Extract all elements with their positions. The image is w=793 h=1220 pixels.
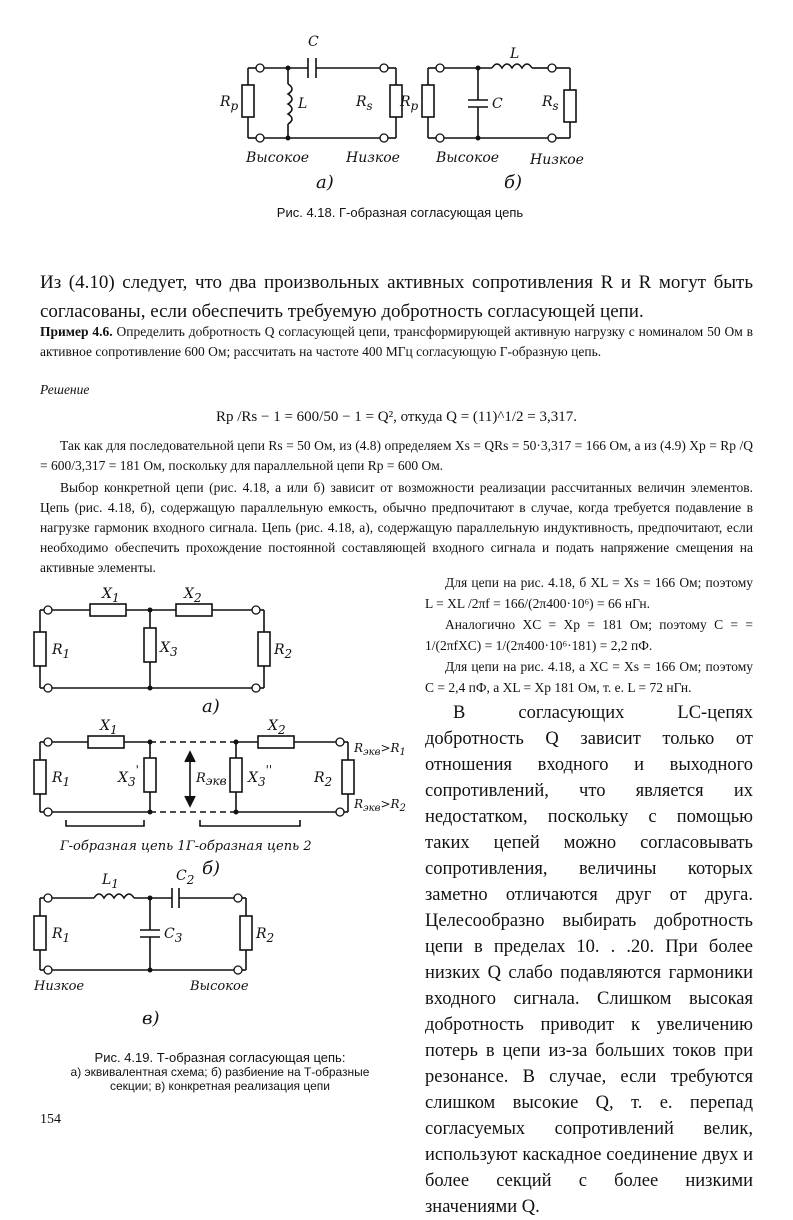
fig-4-18a-rp: Rp: [220, 94, 239, 113]
fig-4-19b-r1: R1: [52, 770, 71, 789]
fig-4-18b-rp: Rp: [400, 94, 419, 113]
solution-label: Решение: [40, 382, 90, 397]
fig-4-18a-rs: Rs: [356, 94, 373, 113]
paragraph-choice: Выбор конкретной цепи (рис. 4.18, а или б) зависит от возможности реализации рассчитанных величин элементов. Цепь (рис. 4.18, б), содержащую параллельную емкость, обычно предпочитают в случае, когда требуется подавление в нагрузке гармоник входного сигнала. Цепь (рис. 4.18, а), содержащую параллельную индуктивность, предпочитают, если необходимо обеспечить прохождение постоянной составляющей входного сигнала и подать напряжение смещения на активные элементы.: [40, 480, 753, 575]
fig-4-19c-r2: R2: [256, 926, 275, 945]
paragraph-reactances: Так как для последовательной цепи Rs = 50 Ом, из (4.8) определяем Xs = QRs = 50·3,317 = 166 Ом, а из (4.9) Xp = Rp /Q = 600/3,317 = 181 Ом, поскольку для параллельной цепи Rp = 600 Ом.: [40, 438, 753, 473]
fig-4-18b-low: Низкое: [530, 152, 584, 168]
fig-4-19c-c2: C2: [176, 868, 195, 887]
fig-4-18b-l: L: [510, 46, 520, 62]
fig-4-19a-letter: а): [202, 696, 220, 717]
right-column: [425, 572, 753, 1220]
fig-4-18a-c: C: [308, 34, 319, 50]
right-calc-3: Для цепи на рис. 4.18, а XC = Xs = 166 Ом; поэтому C = 2,4 пФ, а XL = Xp 181 Ом, т. е. L = 72 нГн.: [425, 659, 753, 695]
example-text: Определить добротность Q согласующей цепи, трансформирующей активную нагрузку с номиналом 50 Ом в активное сопротивление 600 Ом; рассчитать на частоте 400 МГц согласующую Г-образную цепь.: [40, 324, 754, 359]
fig-4-19b-circuit: [34, 736, 354, 826]
fig-4-19b-section1: Г-образная цепь 1: [60, 839, 186, 854]
figure-4-18: [200, 20, 600, 200]
fig-4-19b-section2: Г-образная цепь 2: [186, 839, 312, 854]
fig-4-19c-letter: в): [142, 1008, 160, 1029]
fig-4-18b-c: C: [492, 96, 503, 112]
fig-4-19b-r2: R2: [314, 770, 333, 789]
fig-4-18b-letter: б): [504, 172, 523, 193]
fig-4-18a-low: Низкое: [346, 150, 400, 166]
fig-4-19c-c3: C3: [164, 926, 183, 945]
fig-4-19-caption-line1: Рис. 4.19. Т-образная согласующая цепь:: [94, 1050, 346, 1065]
page-number: 154: [40, 1112, 61, 1127]
fig-4-19a-r1: R1: [52, 642, 71, 661]
fig-4-19a-x2: X2: [184, 586, 202, 605]
fig-4-19b-x3pp: X3'': [248, 763, 273, 789]
fig-4-18a-circuit: [242, 58, 402, 142]
fig-4-18-caption: Рис. 4.18. Г-образная согласующая цепь: [276, 205, 524, 220]
fig-4-19a-x1: X1: [102, 586, 120, 605]
figure-4-19: [30, 580, 410, 1040]
fig-4-19b-x1: X1: [100, 718, 118, 737]
fig-4-19b-req: Rэкв: [196, 771, 227, 788]
fig-4-19-caption-line2: а) эквивалентная схема; б) разбиение на Т-образные: [70, 1065, 370, 1079]
fig-4-19c-high: Высокое: [190, 979, 249, 994]
formula-q: Rp /Rs − 1 = 600/50 − 1 = Q², откуда Q = (11)^1/2 = 3,317.: [215, 409, 578, 425]
fig-4-18a-high: Высокое: [246, 150, 310, 166]
fig-4-19a-x3: X3: [160, 640, 178, 659]
fig-4-19c-low: Низкое: [34, 979, 85, 994]
example-title: Пример 4.6.: [40, 324, 113, 339]
fig-4-19a-r2: R2: [274, 642, 293, 661]
right-paragraph: В согласующих LC-цепях добротность Q зависит только от отношения входного и выходного сопротивлений, что является их недостатком, поскольку с помощью таких цепей можно согласовывать сопротивления, величины которых заметно отличаются друг от друга. Целесообразно выбирать добротность цепи в пределах 10. . .20. При более низких Q слабо подавляются гармоники входного сигнала. Слишком высокая добротность приводит к увеличению потерь в цепи из-за больших токов при резонансе. В случае, если требуются слишком высокие Q, т. е. перепад согласуемых сопротивлений велик, используют каскадное соединение двух и более секций с более низкими значениями Q.: [425, 703, 753, 1217]
fig-4-19c-r1: R1: [52, 926, 71, 945]
right-calc-2: Аналогично XC = Xp = 181 Ом; поэтому C = = 1/(2πfXC) = 1/(2π400·10⁶·181) = 2,2 пФ.: [425, 617, 753, 653]
fig-4-19b-req-gt-r2: $R_{экв}>R_2$: [354, 797, 406, 814]
fig-4-19c-l1: L1: [102, 872, 119, 891]
right-calc-1: Для цепи на рис. 4.18, б XL = Xs = 166 Ом; поэтому L = XL /2πf = 166/(2π400·10⁶) = 66 нГн.: [425, 575, 753, 611]
fig-4-19b-x3p: X3': [118, 763, 139, 789]
fig-4-18b-high: Высокое: [436, 150, 500, 166]
fig-4-19b-letter: б): [202, 858, 221, 879]
example-block: [40, 322, 753, 362]
fig-4-19-caption-line3: секции; в) конкретная реализация цепи: [109, 1079, 330, 1093]
fig-4-18a-letter: а): [316, 172, 334, 193]
fig-4-19-caption: [20, 1050, 420, 1093]
paragraph-intro: Из (4.10) следует, что два произвольных активных сопротивления R и R могут быть согласованы, если обеспечить требуемую добротность согласующей цепи.: [40, 272, 753, 322]
fig-4-18a-l: L: [298, 96, 308, 112]
fig-4-18b-rs: Rs: [542, 94, 559, 113]
fig-4-19b-req-gt-r1: $R_{экв}>R_1$: [354, 741, 406, 758]
fig-4-19b-x2: X2: [268, 718, 286, 737]
